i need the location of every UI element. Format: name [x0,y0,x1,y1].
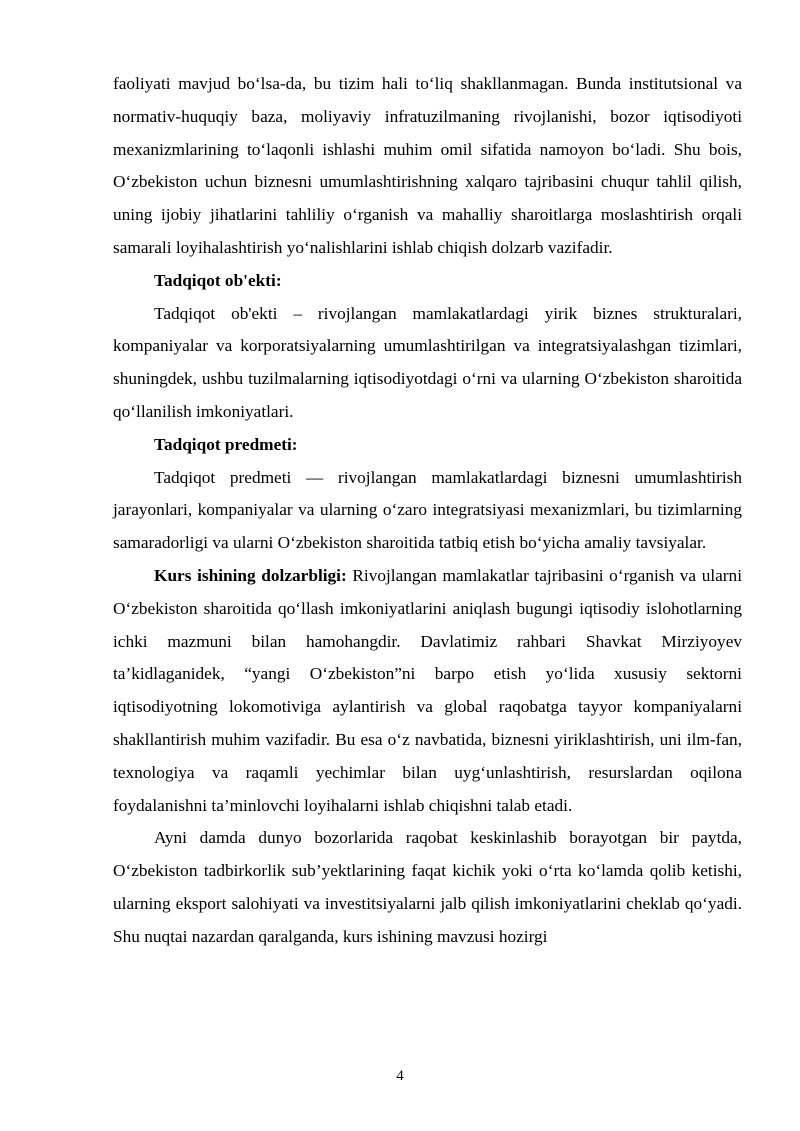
page-number: 4 [396,1068,404,1084]
paragraph-research-object: Tadqiqot ob'ekti – rivojlangan mamlakatlardagi yirik biznes strukturalari, kompaniyalar va korporatsiyalarning umumlashtirilgan va integratsiyalashgan tizimlari, shuningdek, ushbu tuzilmalarning iqtisodiyotdagi o‘rni va ularning O‘zbekiston sharoitida qo‘llanilish imkoniyatlari. [113,303,742,421]
paragraph-relevance [113,560,742,822]
heading-research-object: Tadqiqot ob'ekti: [154,270,282,290]
relevance-lead: Kurs ishining dolzarbligi: [154,565,347,585]
document-body [113,68,742,954]
paragraph-research-subject: Tadqiqot predmeti — rivojlangan mamlakatlardagi biznesni umumlashtirish jarayonlari, kompaniyalar va ularning o‘zaro integratsiyasi mexanizmlari, bu tizimlarning samaradorligi va ularni O‘zbekiston sharoitida tatbiq etish bo‘yicha amaliy tavsiyalar. [113,467,742,553]
heading-research-subject: Tadqiqot predmeti: [154,434,298,454]
paragraph-continuation: faoliyati mavjud bo‘lsa-da, bu tizim hali to‘liq shakllanmagan. Bunda institutsional va normativ-huquqiy baza, moliyaviy infratuzilmaning rivojlanishi, bozor iqtisodiyoti mexanizmlarining to‘laqonli ishlashi muhim omil sifatida namoyon bo‘ladi. Shu bois, O‘zbekiston uchun biznesni umumlashtirishning xalqaro tajribasini chuqur tahlil qilish, uning ijobiy jihatlarini tahliliy o‘rganish va mahalliy sharoitlarga moslashtirish orqali samarali loyihalashtirish yo‘nalishlarini ishlab chiqish dolzarb vazifadir. [113,74,742,257]
paragraph-market-competition: Ayni damda dunyo bozorlarida raqobat keskinlashib borayotgan bir paytda, O‘zbekiston tadbirkorlik sub’yektlarining faqat kichik yoki o‘rta ko‘lamda qolib ketishi, ularning eksport salohiyati va investitsiyalarni jalb qilish imkoniyatlarini cheklab qo‘yadi. Shu nuqtai nazardan qaralganda, kurs ishining mavzusi hozirgi [113,828,742,946]
relevance-text: Rivojlangan mamlakatlar tajribasini o‘rganish va ularni O‘zbekiston sharoitida qo‘llash imkoniyatlarini aniqlash bugungi iqtisodiy islohotlarning ichki mazmuni bilan hamohangdir. Davlatimiz rahbari Shavkat Mirziyoyev ta’kidlaganidek, “yangi O‘zbekiston”ni barpo etish yo‘lida xususiy sektorni iqtisodiyotning lokomotiviga aylantirish va global raqobatga tayyor kompaniyalarni shakllantirish muhim vazifadir. Bu esa o‘z navbatida, biznesni yiriklashtirish, uni ilm-fan, texnologiya va raqamli yechimlar bilan uyg‘unlashtirish, resurslardan oqilona foydalanishni ta’minlovchi loyihalarni ishlab chiqishni talab etadi. [113,565,742,815]
